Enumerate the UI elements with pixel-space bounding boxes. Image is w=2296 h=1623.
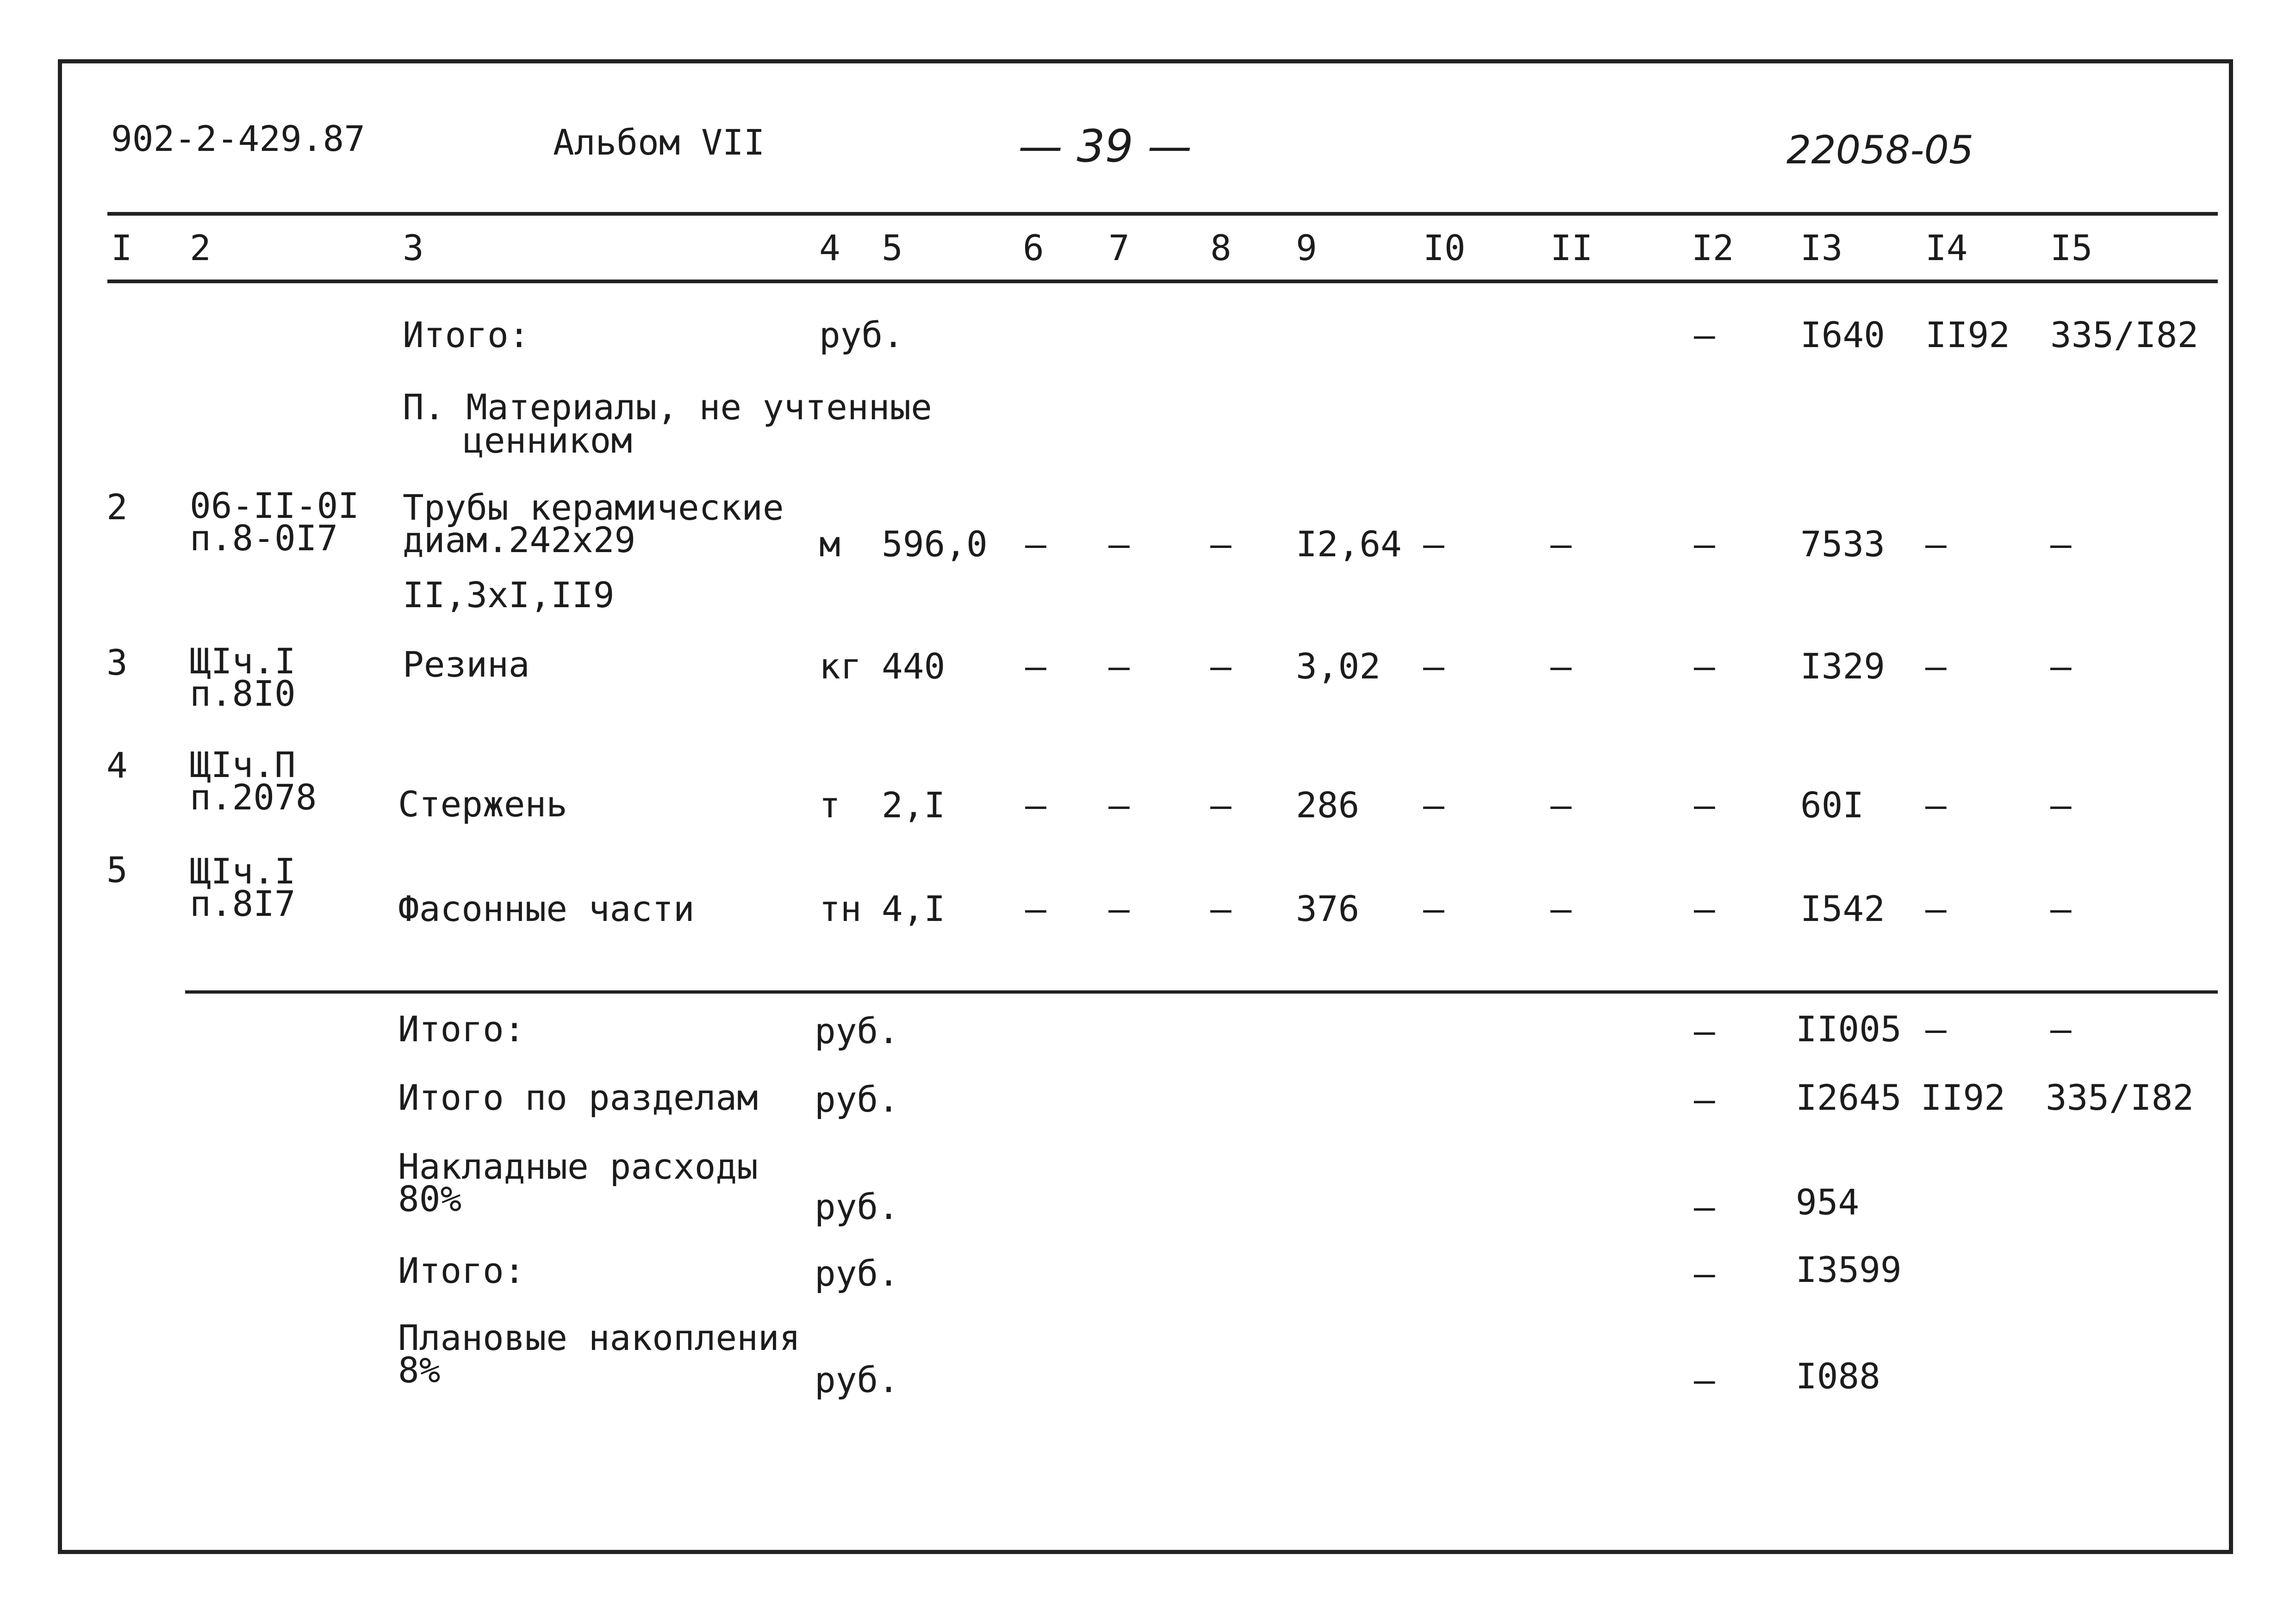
r2-c10: – — [1423, 523, 1444, 565]
total1-c12: – — [1694, 314, 1715, 355]
r4-unit: т — [819, 784, 840, 826]
planned-c13: I088 — [1796, 1356, 1881, 1397]
planned-c12: – — [1694, 1359, 1715, 1400]
r3-c6: – — [1025, 646, 1046, 687]
col-header-2: 2 — [190, 227, 211, 268]
r3-c13: I329 — [1800, 646, 1885, 687]
total-sections-label: Итого по разделам — [398, 1077, 758, 1118]
col-header-8: 8 — [1210, 227, 1232, 268]
r3-c11: – — [1550, 646, 1572, 687]
r2-unit: м — [819, 523, 840, 565]
col-header-13: I3 — [1800, 227, 1843, 268]
r2-c9: I2,64 — [1296, 523, 1402, 565]
header-bottom-rule — [107, 280, 2218, 283]
inventory-number: 22058-05 — [1786, 127, 1974, 173]
r4-c15: – — [2050, 784, 2072, 826]
r5-number: 5 — [106, 849, 128, 890]
r4-c14: – — [1925, 784, 1947, 826]
r4-c7: – — [1108, 784, 1130, 826]
total-sections-c15: 335/I82 — [2046, 1077, 2194, 1118]
total1-c13: I640 — [1800, 314, 1885, 355]
col-header-1: I — [111, 227, 132, 268]
section2-title-line1: П. Материалы, не учтенные — [403, 386, 932, 428]
section2-title-line2: ценником — [463, 420, 633, 461]
r2-name-line2: диам.242x29 — [403, 519, 636, 560]
r5-c13: I542 — [1800, 888, 1885, 929]
planned-label-line2: 8% — [398, 1349, 441, 1391]
r4-code-line2: п.2078 — [190, 777, 317, 818]
col-header-9: 9 — [1296, 227, 1317, 268]
r4-c12: – — [1694, 784, 1715, 826]
totals-divider — [185, 990, 2218, 994]
total-sections-unit: руб. — [815, 1079, 900, 1120]
r3-c10: – — [1423, 646, 1444, 687]
overhead-label-line1: Накладные расходы — [398, 1146, 758, 1187]
r5-c15: – — [2050, 888, 2072, 929]
total2-label: Итого: — [398, 1008, 525, 1050]
r2-c11: – — [1550, 523, 1572, 565]
r2-code-line2: п.8-0I7 — [190, 517, 338, 559]
r3-c12: – — [1694, 646, 1715, 687]
col-header-5: 5 — [882, 227, 903, 268]
r2-number: 2 — [106, 486, 128, 528]
total2-unit: руб. — [815, 1010, 900, 1051]
r2-name-line1: Трубы керамические — [403, 487, 784, 528]
r4-code-line1: ЩIч.П — [190, 744, 296, 785]
overhead-c12: – — [1694, 1186, 1715, 1227]
page-frame — [58, 59, 2233, 1554]
r3-c15: – — [2050, 646, 2072, 687]
r5-qty: 4,I — [882, 888, 946, 929]
total3-c12: – — [1694, 1253, 1715, 1294]
r5-c10: – — [1423, 888, 1444, 929]
overhead-label-line2: 80% — [398, 1178, 462, 1219]
r2-code-line1: 06-II-0I — [190, 485, 360, 526]
planned-label-line1: Плановые накопления — [398, 1317, 801, 1358]
r2-c6: – — [1025, 523, 1046, 565]
r4-number: 4 — [106, 745, 128, 786]
r3-unit: кг — [819, 646, 862, 687]
r5-c7: – — [1108, 888, 1130, 929]
r2-code — [190, 485, 360, 559]
r5-c12: – — [1694, 888, 1715, 929]
total3-label: Итого: — [398, 1250, 525, 1291]
total2-c15: – — [2050, 1008, 2072, 1050]
col-header-14: I4 — [1925, 227, 1968, 268]
r4-c9: 286 — [1296, 784, 1360, 826]
r4-code — [190, 744, 317, 818]
r3-qty: 440 — [882, 646, 946, 687]
total-sections-c14: II92 — [1921, 1077, 2006, 1118]
overhead-c13: 954 — [1796, 1181, 1860, 1223]
total2-c14: – — [1925, 1008, 1947, 1050]
page-number: — 39 — — [1018, 120, 1192, 172]
total2-c13: II005 — [1796, 1008, 1902, 1050]
total1-label: Итого: — [403, 314, 530, 355]
r3-c8: – — [1210, 646, 1232, 687]
r3-name: Резина — [403, 644, 530, 685]
r5-unit: тн — [819, 888, 862, 929]
total3-c13: I3599 — [1796, 1249, 1902, 1290]
col-header-4: 4 — [819, 227, 840, 268]
doc-code: 902-2-429.87 — [111, 118, 366, 159]
r4-c8: – — [1210, 784, 1232, 826]
r5-c14: – — [1925, 888, 1947, 929]
total3-unit: руб. — [815, 1253, 900, 1294]
r3-number: 3 — [106, 642, 128, 683]
r5-c6: – — [1025, 888, 1046, 929]
r2-c15: – — [2050, 523, 2072, 565]
r5-code-line1: ЩIч.I — [190, 851, 296, 892]
r4-qty: 2,I — [882, 784, 946, 826]
r2-name-extra: II,3xI,II9 — [403, 574, 615, 616]
total1-c14: II92 — [1925, 314, 2010, 355]
r3-code-line2: п.8I0 — [190, 673, 296, 714]
r5-c9: 376 — [1296, 888, 1360, 929]
col-header-6: 6 — [1023, 227, 1044, 268]
r4-c6: – — [1025, 784, 1046, 826]
r2-name — [403, 487, 784, 560]
r4-c10: – — [1423, 784, 1444, 826]
col-header-10: I0 — [1423, 227, 1466, 268]
r5-c8: – — [1210, 888, 1232, 929]
r5-name: Фасонные части — [398, 888, 695, 929]
r3-c9: 3,02 — [1296, 646, 1381, 687]
col-header-3: 3 — [403, 227, 424, 268]
total1-unit: руб. — [819, 314, 904, 355]
r4-c13: 60I — [1800, 784, 1864, 826]
r3-code-line1: ЩIч.I — [190, 640, 296, 682]
total1-c15: 335/I82 — [2050, 314, 2199, 355]
r2-c8: – — [1210, 523, 1232, 565]
r2-c7: – — [1108, 523, 1130, 565]
total2-c12: – — [1694, 1010, 1715, 1051]
album-label: Альбом VII — [553, 122, 765, 163]
total-sections-c12: – — [1694, 1079, 1715, 1120]
r2-c14: – — [1925, 523, 1947, 565]
overhead-unit: руб. — [815, 1186, 900, 1227]
col-header-15: I5 — [2050, 227, 2093, 268]
overhead-label — [398, 1146, 758, 1219]
r5-code-line2: п.8I7 — [190, 883, 296, 924]
planned-unit: руб. — [815, 1359, 900, 1400]
r4-c11: – — [1550, 784, 1572, 826]
total-sections-c13: I2645 — [1796, 1077, 1902, 1118]
col-header-7: 7 — [1108, 227, 1130, 268]
r5-c11: – — [1550, 888, 1572, 929]
r3-c7: – — [1108, 646, 1130, 687]
r4-name: Стержень — [398, 784, 568, 825]
planned-label — [398, 1317, 801, 1391]
col-header-12: I2 — [1692, 227, 1734, 268]
r3-c14: – — [1925, 646, 1947, 687]
r5-code — [190, 851, 296, 924]
r2-qty: 596,0 — [882, 523, 988, 565]
r2-c13: 7533 — [1800, 523, 1885, 565]
col-header-11: II — [1550, 227, 1593, 268]
r3-code — [190, 640, 296, 714]
r2-c12: – — [1694, 523, 1715, 565]
header-top-rule — [107, 212, 2218, 216]
